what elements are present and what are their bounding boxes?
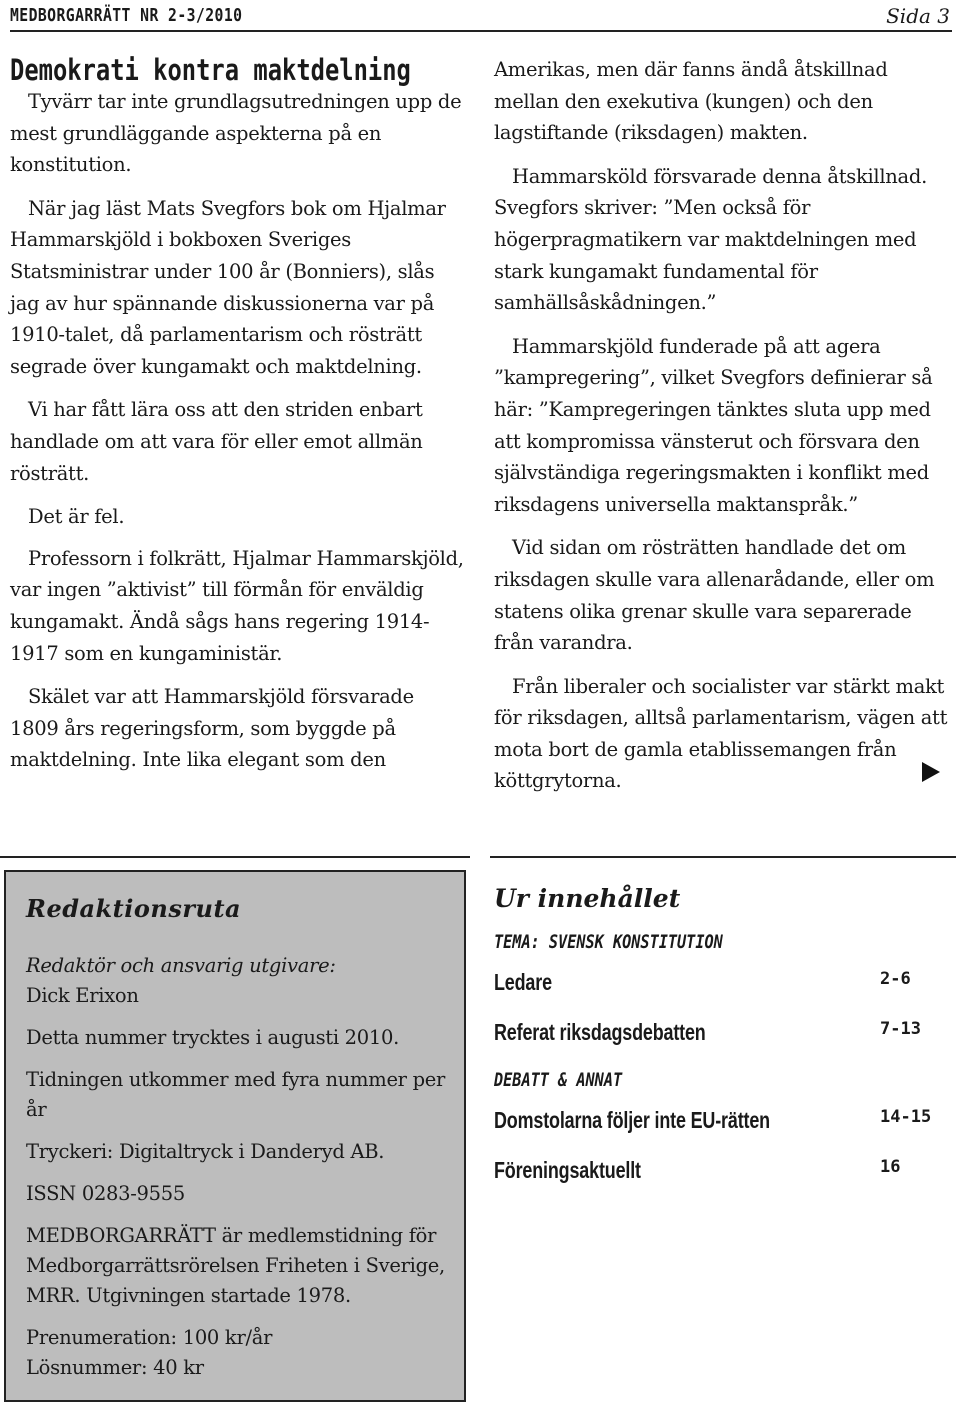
toc-item[interactable]	[494, 1157, 944, 1207]
printer-info: Tryckeri: Digitaltryck i Danderyd AB.	[26, 1140, 385, 1163]
redaktionsruta-box	[4, 870, 466, 1402]
divider	[490, 856, 956, 858]
divider	[0, 856, 470, 858]
publication-frequency: Tidningen utkommer med fyra nummer per år	[26, 1068, 446, 1121]
play-arrow-icon	[922, 762, 940, 782]
editor-label: Redaktör och ansvarig utgivare:	[26, 954, 336, 977]
subscription-price: Prenumeration: 100 kr/år	[26, 1326, 273, 1349]
article-paragraph: Vid sidan om rösträtten handlade det om riksdagen skulle vara allenarådande, eller om statens olika grenar skulle vara separerade från varandra.	[494, 536, 935, 655]
article-paragraph: Hammarskjöld funderade på att agera ”kampregering”, vilket Svegfors definierar så här: ”Kampregeringen tänktes sluta upp med att kompromissa vänsterut och försvara den självständiga regeringsmakten i konflikt med riksdagens universella maktanspråk.”	[494, 334, 933, 516]
single-issue-price: Lösnummer: 40 kr	[26, 1356, 204, 1379]
article-title: Demokrati kontra maktdelning	[10, 53, 411, 87]
toc-item-label: Referat riksdagsdebatten	[494, 1019, 706, 1045]
article-paragraph: Från liberaler och socialister var stärkt makt för riksdagen, alltså parlamentarism, vägen att mota bort de gamla etablissemangen från köttgrytorna.	[494, 674, 948, 793]
page-number: Sida 3	[886, 4, 950, 28]
article-paragraph: När jag läst Mats Svegfors bok om Hjalmar Hammarskjöld i bokboxen Sveriges Statsministrar under 100 år (Bonniers), slås jag av hur spännande diskussionerna var på 1910-talet, då parlamentarism och rösträtt segrade över kungamakt och maktdelning.	[10, 196, 446, 378]
article-paragraph: Amerikas, men där fanns ändå åtskillnad mellan den exekutiva (kungen) och den lagstiftande (riksdagen) makten.	[494, 58, 888, 145]
toc-title: Ur innehållet	[494, 884, 681, 913]
toc-item-pages: 14-15	[880, 1107, 932, 1127]
toc-item-pages: 2-6	[880, 969, 911, 989]
toc-item[interactable]	[494, 1107, 944, 1157]
table-of-contents	[494, 884, 944, 1207]
article-paragraph: Vi har fått lära oss att den striden enbart handlade om att vara för eller emot allmän rösträtt.	[10, 398, 423, 485]
redaktionsruta-title: Redaktionsruta	[26, 894, 242, 923]
toc-item-label: Ledare	[494, 969, 552, 995]
page-header	[10, 0, 952, 32]
publication-title: MEDBORGARRÄTT NR 2-3/2010	[10, 5, 243, 26]
toc-item-label: Föreningsaktuellt	[494, 1157, 641, 1183]
toc-item[interactable]	[494, 969, 944, 1019]
toc-section-heading: DEBATT & ANNAT	[494, 1069, 623, 1091]
article-left-column	[10, 54, 466, 788]
editor-info	[26, 951, 456, 1011]
article-paragraph: Hammarsköld försvarade denna åtskillnad. Svegfors skriver: ”Men också för högerpragmatikern var maktdelningen med stark kungamakt fundamental för samhällsåskådningen.”	[494, 164, 927, 315]
article-paragraph: Tyvärr tar inte grundlagsutredningen upp de mest grundläggande aspekterna på en konstitution.	[10, 90, 462, 177]
article-paragraph: Professorn i folkrätt, Hjalmar Hammarskjöld, var ingen ”aktivist” till förmån för enväldig kungamakt. Ändå sågs hans regering 1914-1917 som en kungaministär.	[10, 546, 464, 665]
editor-name: Dick Erixon	[26, 984, 139, 1007]
article-paragraph: Skälet var att Hammarskjöld försvarade 1809 års regeringsform, som byggde på maktdelning. Inte lika elegant som den	[10, 685, 414, 772]
toc-item-pages: 7-13	[880, 1019, 921, 1039]
toc-item-label: Domstolarna följer inte EU-rätten	[494, 1107, 770, 1133]
toc-item-pages: 16	[880, 1157, 901, 1177]
toc-item[interactable]	[494, 1019, 944, 1069]
toc-section-heading: TEMA: SVENSK KONSTITUTION	[494, 931, 723, 953]
article-paragraph: Det är fel.	[28, 505, 125, 529]
issn: ISSN 0283-9555	[26, 1182, 185, 1205]
membership-info: MEDBORGARRÄTT är medlemstidning för Medborgarrättsrörelsen Friheten i Sverige, MRR. Utgivningen startade 1978.	[26, 1224, 445, 1307]
article-right-column	[494, 54, 954, 809]
printed-date: Detta nummer trycktes i augusti 2010.	[26, 1026, 399, 1049]
